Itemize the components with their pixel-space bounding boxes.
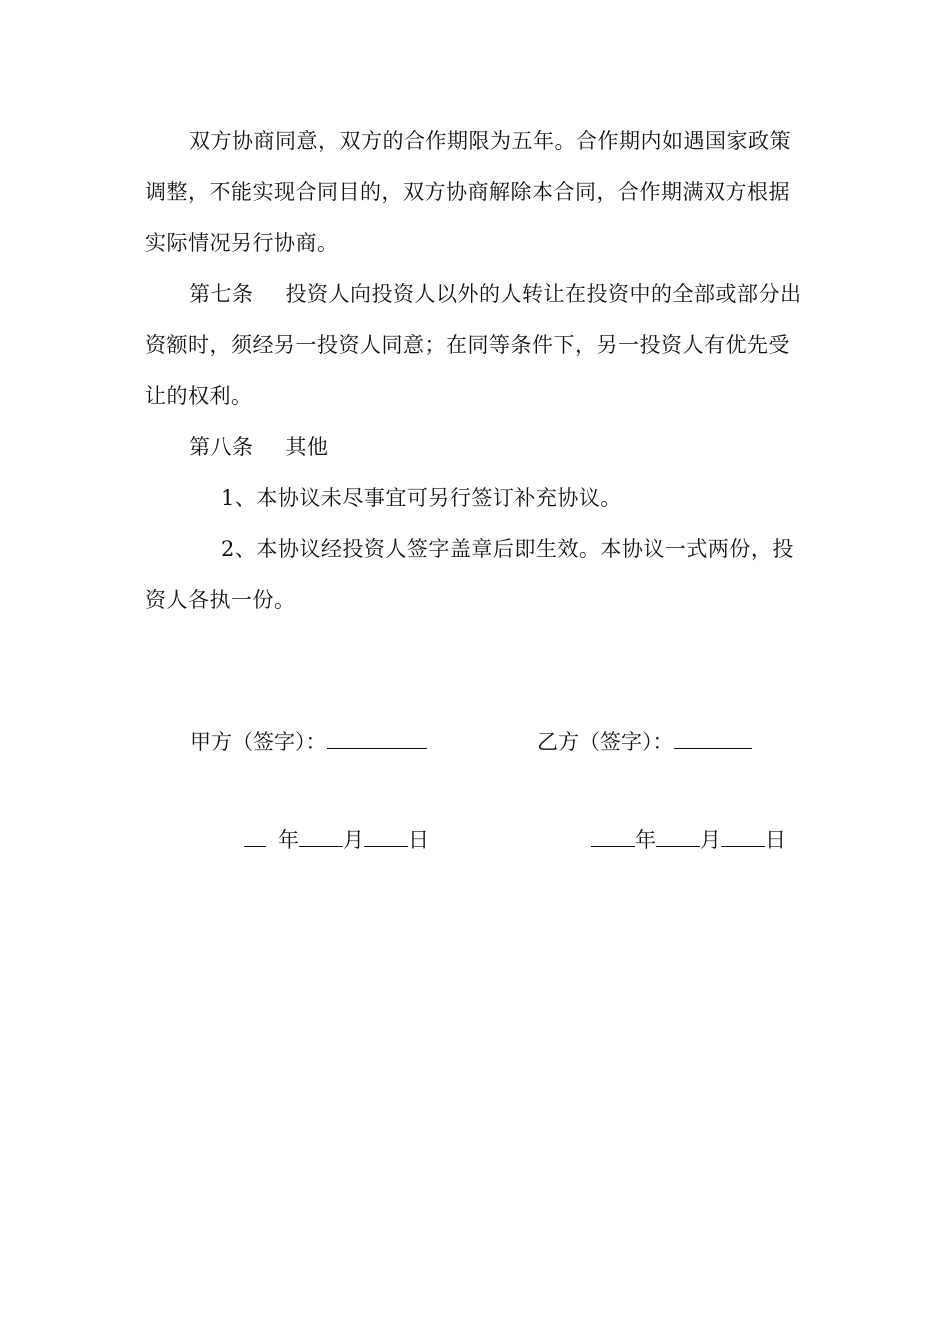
party-a-month-line bbox=[299, 826, 343, 847]
article-8-heading bbox=[145, 422, 810, 473]
party-a-year-line bbox=[244, 826, 266, 847]
party-a-date bbox=[244, 825, 429, 855]
article-8-title: 其他 bbox=[285, 435, 329, 459]
party-b-signature bbox=[537, 727, 752, 757]
party-b-year-label: 年 bbox=[635, 828, 656, 852]
article-7 bbox=[145, 269, 810, 422]
party-b-month-label: 月 bbox=[700, 828, 721, 852]
party-a-day-label: 日 bbox=[408, 828, 429, 852]
document-body bbox=[145, 116, 810, 626]
party-b-date bbox=[591, 825, 786, 855]
party-a-month-label: 月 bbox=[343, 828, 364, 852]
party-a-signature bbox=[190, 727, 427, 757]
party-b-year-line bbox=[591, 826, 635, 847]
article-7-text: 投资人向投资人以外的人转让在投资中的全部或部分出资额时，须经另一投资人同意；在同等条件下，另一投资人有优先受让的权利。 bbox=[145, 282, 802, 408]
party-a-label: 甲方（签字）： bbox=[190, 730, 327, 754]
party-a-day-line bbox=[364, 826, 408, 847]
party-b-signature-line bbox=[674, 728, 752, 749]
party-b-month-line bbox=[656, 826, 700, 847]
article-7-label: 第七条 bbox=[189, 282, 254, 306]
party-b-day-label: 日 bbox=[765, 828, 786, 852]
article-8-item-1: 1、本协议未尽事宜可另行签订补充协议。 bbox=[221, 486, 622, 510]
party-b-day-line bbox=[721, 826, 765, 847]
article-8-item-2: 2、本协议经投资人签字盖章后即生效。本协议一式两份，投资人各执一份。 bbox=[145, 537, 794, 612]
party-a-year-label: 年 bbox=[278, 828, 299, 852]
paragraph-cooperation-term: 双方协商同意，双方的合作期限为五年。合作期内如遇国家政策调整，不能实现合同目的，双方协商解除本合同，合作期满双方根据实际情况另行协商。 bbox=[145, 129, 791, 255]
party-b-label: 乙方（签字）： bbox=[537, 730, 674, 754]
party-a-signature-line bbox=[327, 728, 427, 749]
article-8-label: 第八条 bbox=[189, 435, 254, 459]
